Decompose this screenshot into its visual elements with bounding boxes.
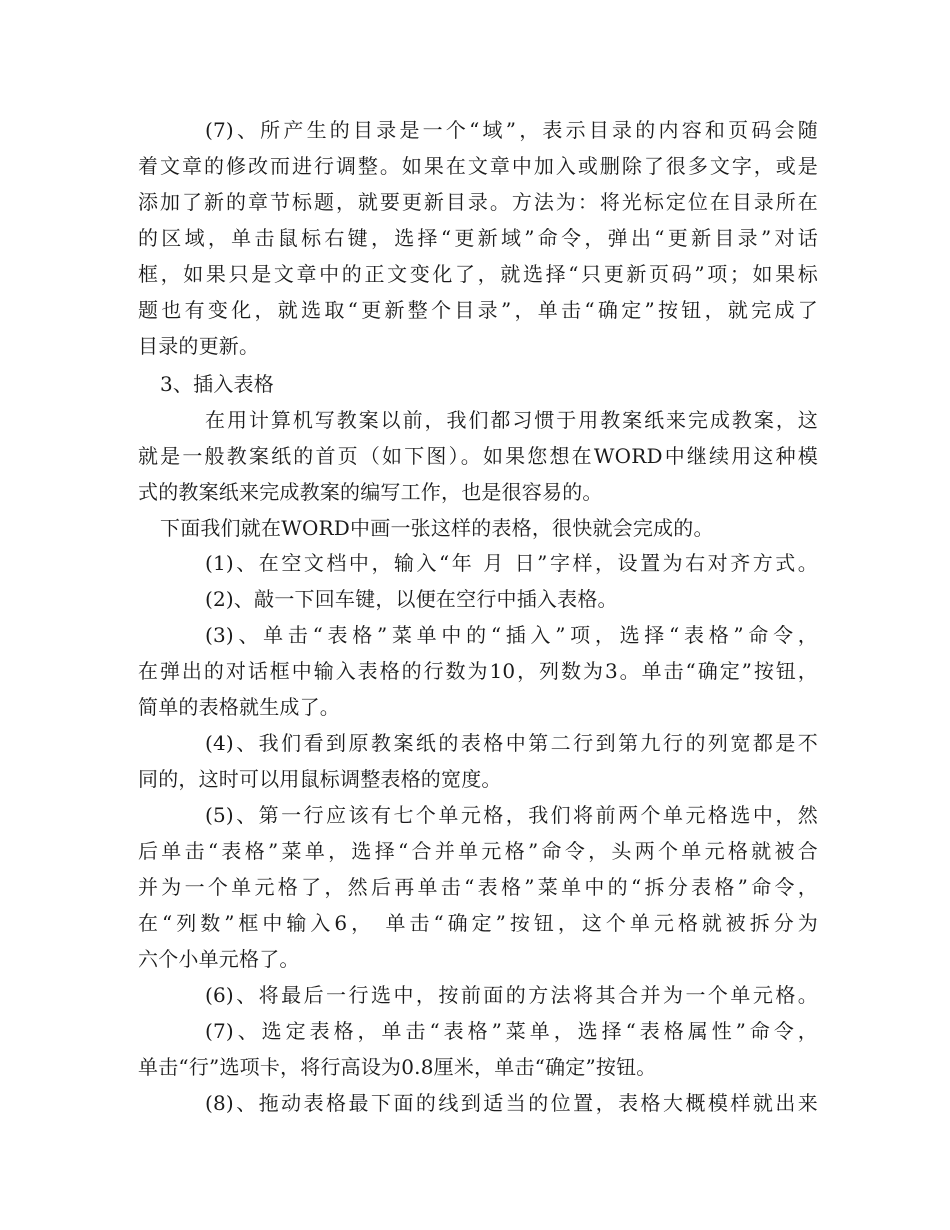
step-line: (1)、在空文档中，输入“年 月 日”字样，设置为右对齐方式。	[205, 551, 818, 575]
paragraph-line: 目录的更新。	[138, 334, 260, 358]
step-line: 简单的表格就生成了。	[138, 695, 340, 719]
step-line: 后单击“表格”菜单，选择“合并单元格”命令，头两个单元格就被合	[138, 839, 818, 863]
paragraph-line: (7)、所产生的目录是一个“域”，表示目录的内容和页码会随	[205, 118, 818, 142]
step-line: (5)、第一行应该有七个单元格，我们将前两个单元格选中，然	[205, 803, 818, 827]
paragraph-line: 就是一般教案纸的首页（如下图）。如果您想在WORD中继续用这种模	[138, 444, 818, 468]
step-line: (4)、我们看到原教案纸的表格中第二行到第九行的列宽都是不	[205, 731, 818, 755]
step-line: 单击“行”选项卡，将行高设为0.8厘米，单击“确定”按钮。	[138, 1055, 657, 1079]
paragraph-line: 式的教案纸来完成教案的编写工作，也是很容易的。	[138, 480, 603, 504]
step-line: 六个小单元格了。	[138, 947, 300, 971]
step-line: 并为一个单元格了，然后再单击“表格”菜单中的“拆分表格”命令，	[138, 875, 818, 899]
step-line: (8)、拖动表格最下面的线到适当的位置，表格大概模样就出来	[205, 1091, 818, 1115]
paragraph-line: 下面我们就在WORD中画一张这样的表格，很快就会完成的。	[160, 516, 714, 540]
paragraph-line: 在用计算机写教案以前，我们都习惯于用教案纸来完成教案，这	[205, 408, 818, 432]
step-line: (6)、将最后一行选中，按前面的方法将其合并为一个单元格。	[205, 983, 818, 1007]
step-line: 在弹出的对话框中输入表格的行数为10，列数为3。单击“确定”按钮，	[138, 659, 818, 683]
paragraph-line: 题也有变化，就选取“更新整个目录”，单击“确定”按钮，就完成了	[138, 298, 818, 322]
step-line: 在“列数”框中输入6， 单击“确定”按钮，这个单元格就被拆分为	[138, 911, 818, 935]
step-line: 同的，这时可以用鼠标调整表格的宽度。	[138, 767, 502, 791]
step-line: (7)、选定表格，单击“表格”菜单，选择“表格属性”命令，	[205, 1019, 818, 1043]
step-line: (2)、敲一下回车键，以便在空行中插入表格。	[205, 587, 618, 611]
step-line: (3)、单击“表格”菜单中的“插入”项，选择“表格”命令，	[205, 623, 818, 647]
paragraph-line: 框，如果只是文章中的正文变化了，就选择“只更新页码”项；如果标	[138, 262, 818, 286]
paragraph-line: 的区域，单击鼠标右键，选择“更新域”命令，弹出“更新目录”对话	[138, 226, 818, 250]
paragraph-line: 添加了新的章节标题，就要更新目录。方法为：将光标定位在目录所在	[138, 190, 818, 214]
paragraph-line: 着文章的修改而进行调整。如果在文章中加入或删除了很多文字，或是	[138, 154, 818, 178]
section-heading: 3、插入表格	[160, 372, 274, 396]
